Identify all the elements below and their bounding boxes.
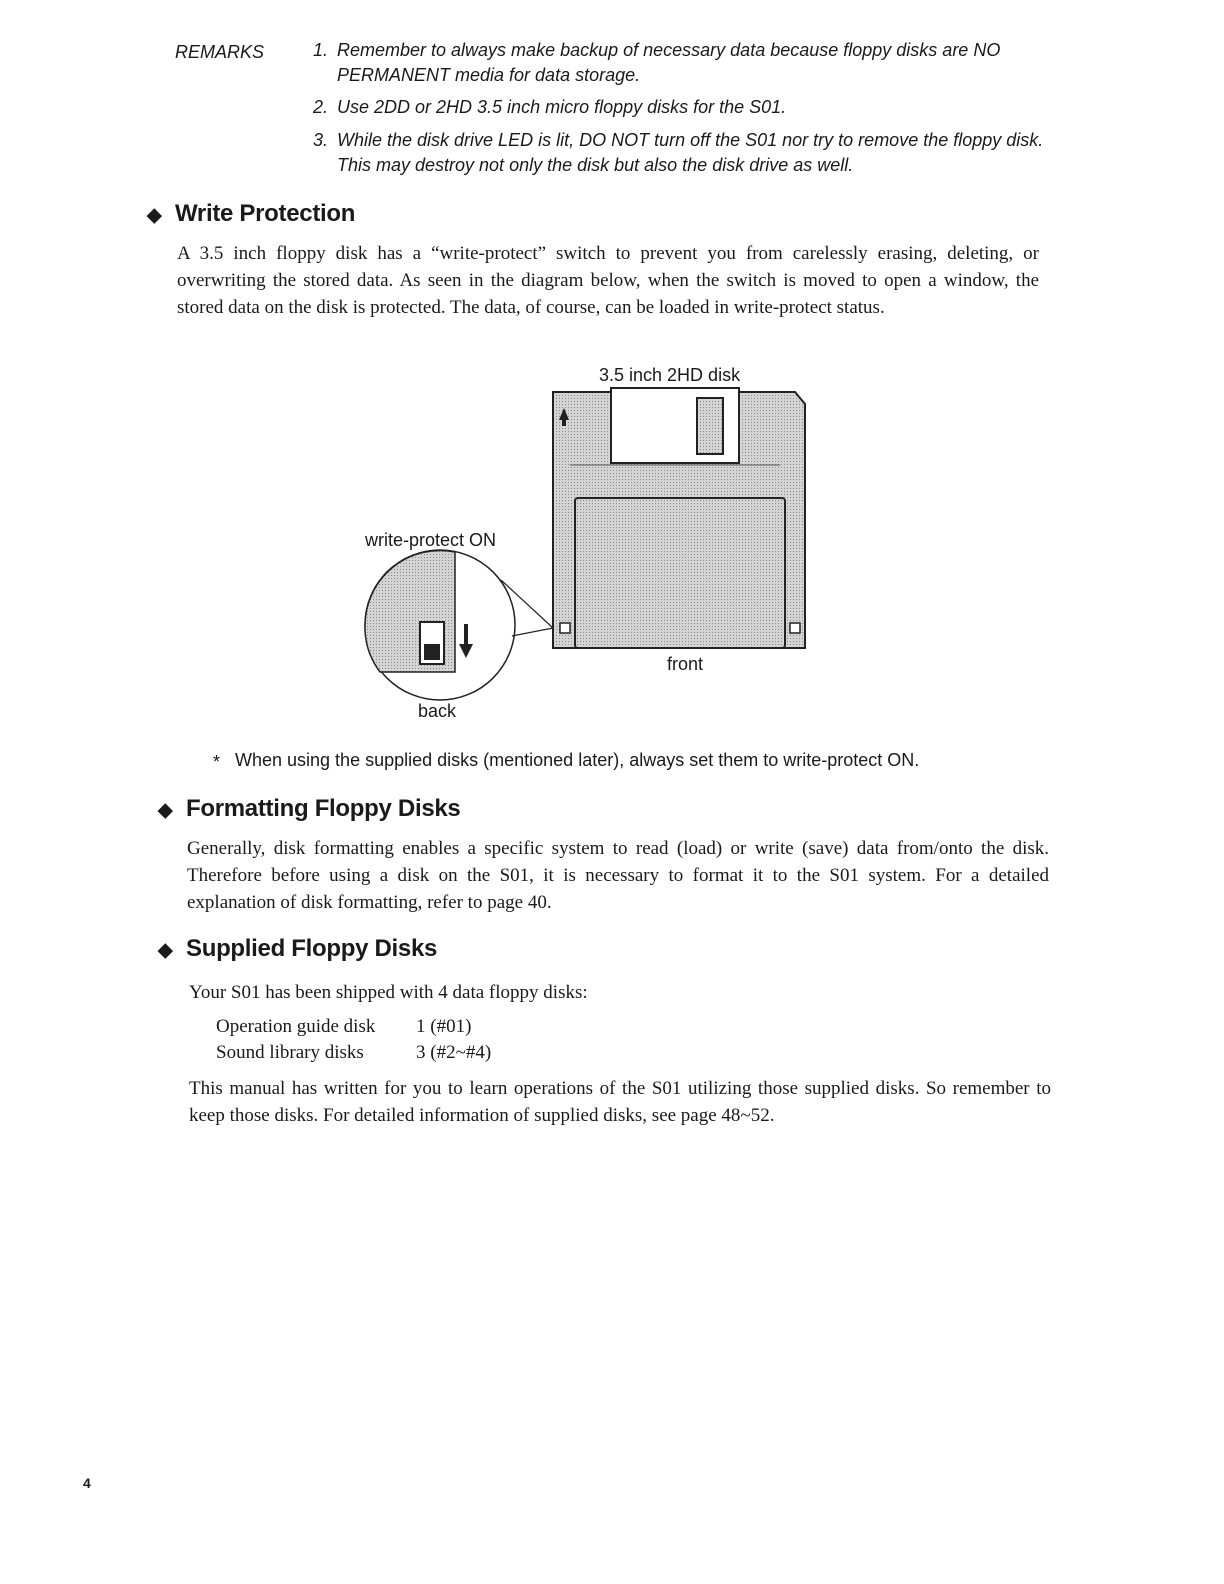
disk-count: 1 (#01) (416, 1016, 472, 1037)
remarks-label: REMARKS (175, 42, 265, 62)
supplied-intro: Your S01 has been shipped with 4 data floppy disks: (189, 982, 588, 1003)
shutter-window (697, 398, 723, 454)
list-item (216, 1040, 491, 1066)
remark-item-1 (313, 38, 1073, 88)
section-heading-write-protection (147, 200, 355, 228)
pointer-line-bottom (512, 628, 553, 636)
front-label: front (667, 654, 704, 674)
switch-slider (424, 644, 440, 660)
disk-name: Operation guide disk (216, 1016, 376, 1037)
diamond-bullet-icon: ◆ (158, 800, 173, 821)
remark-number: 1. (313, 40, 329, 60)
diamond-bullet-icon: ◆ (147, 205, 162, 226)
remark-item-2 (313, 95, 1073, 120)
remark-number: 3. (313, 130, 329, 150)
page-number: 4 (83, 1475, 91, 1491)
diamond-bullet-icon: ◆ (158, 940, 173, 961)
disk-label: 3.5 inch 2HD disk (599, 365, 741, 385)
heading-text: Supplied Floppy Disks (186, 935, 438, 962)
disk-count: 3 (#2~#4) (416, 1042, 492, 1063)
section-heading-formatting (158, 795, 460, 823)
heading-text: Formatting Floppy Disks (186, 795, 461, 822)
write-protection-paragraph: A 3.5 inch floppy disk has a “write-protect” switch to prevent you from carelessly erasing, deleting, or overwriting the stored data. As seen in the diagram below, when the switch is moved to open a window, the stored data on the disk is protected. The data, of course, can be loaded in write-protect status. (177, 243, 1039, 318)
supplied-paragraph: This manual has written for you to learn operations of the S01 utilizing those supplied disks. So remember to keep those disks. For detailed information of supplied disks, see page 48~52. (189, 1078, 1051, 1126)
footnote-text: When using the supplied disks (mentioned later), always set them to write-protect ON. (235, 750, 920, 770)
disk-name: Sound library disks (216, 1042, 364, 1063)
remark-number: 2. (313, 97, 329, 117)
disk-label-area (575, 498, 785, 648)
section-heading-supplied (158, 935, 437, 963)
remark-text: While the disk drive LED is lit, DO NOT turn off the S01 nor try to remove the floppy disk. This may destroy not only the disk but also the disk drive as well. (337, 130, 1044, 175)
corner-hole-right (790, 623, 800, 633)
floppy-disk-diagram (340, 380, 820, 710)
remark-text: Remember to always make backup of necessary data because floppy disks are NO PERMANENT media for data storage. (337, 40, 1001, 85)
insert-arrow-stem (562, 420, 566, 426)
write-protect-label: write-protect ON (365, 530, 497, 550)
back-label: back (418, 701, 457, 721)
formatting-paragraph: Generally, disk formatting enables a specific system to read (load) or write (save) data from/onto the disk. Therefore before using a disk on the S01, it is necessary to format it to the S01 system. For a detailed explanation of disk formatting, refer to page 40. (187, 838, 1049, 913)
remark-item-3 (313, 128, 1073, 178)
remark-text: Use 2DD or 2HD 3.5 inch micro floppy disks for the S01. (337, 97, 787, 117)
footnote-marker: * (213, 752, 221, 772)
list-item (216, 1014, 471, 1040)
heading-text: Write Protection (175, 200, 356, 227)
corner-hole-left (560, 623, 570, 633)
